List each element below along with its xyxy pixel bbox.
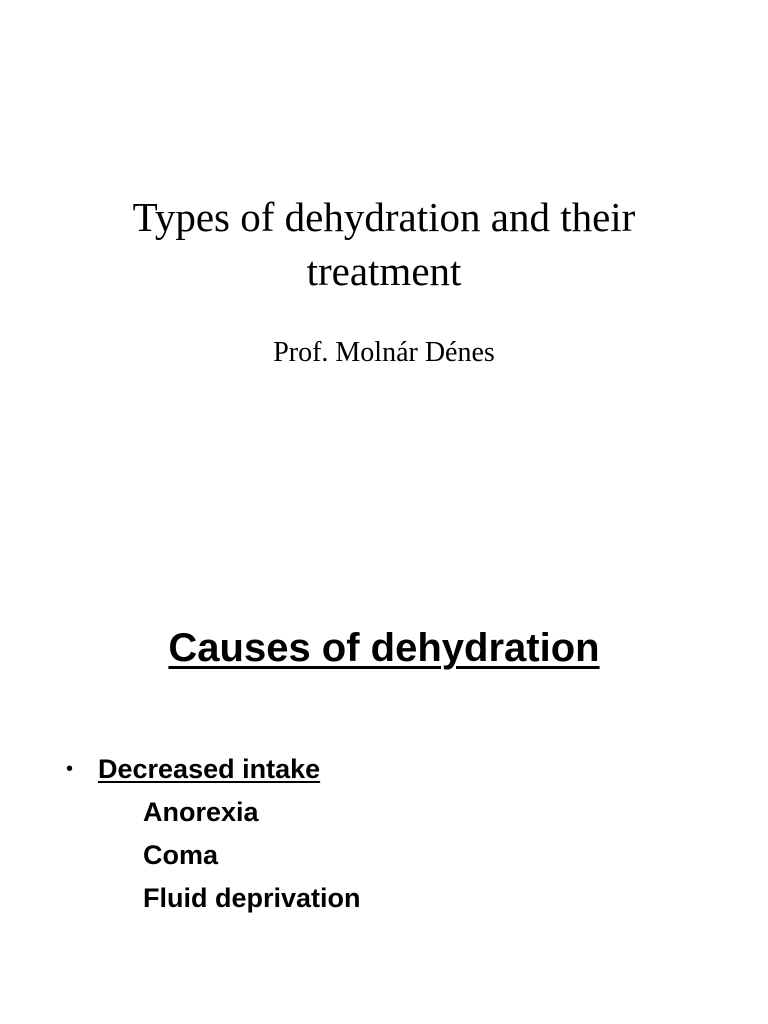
slide-1-title	[0, 190, 768, 298]
slide-1-author: Prof. Molnár Dénes	[273, 337, 495, 368]
sub-item-anorexia: Anorexia	[143, 797, 259, 827]
sub-item-fluid-deprivation: Fluid deprivation	[143, 883, 361, 913]
slide-1-title-line-2: treatment	[306, 248, 462, 294]
bullet-heading: Decreased intake	[98, 754, 321, 784]
slide-1-title-line-1: Types of dehydration and their	[132, 194, 636, 240]
bullet-list	[66, 748, 361, 920]
sub-item-coma: Coma	[143, 840, 219, 870]
slide-2-title: Causes of dehydration	[168, 626, 600, 670]
bullet-marker: •	[66, 758, 74, 780]
bullet-item	[66, 748, 361, 791]
